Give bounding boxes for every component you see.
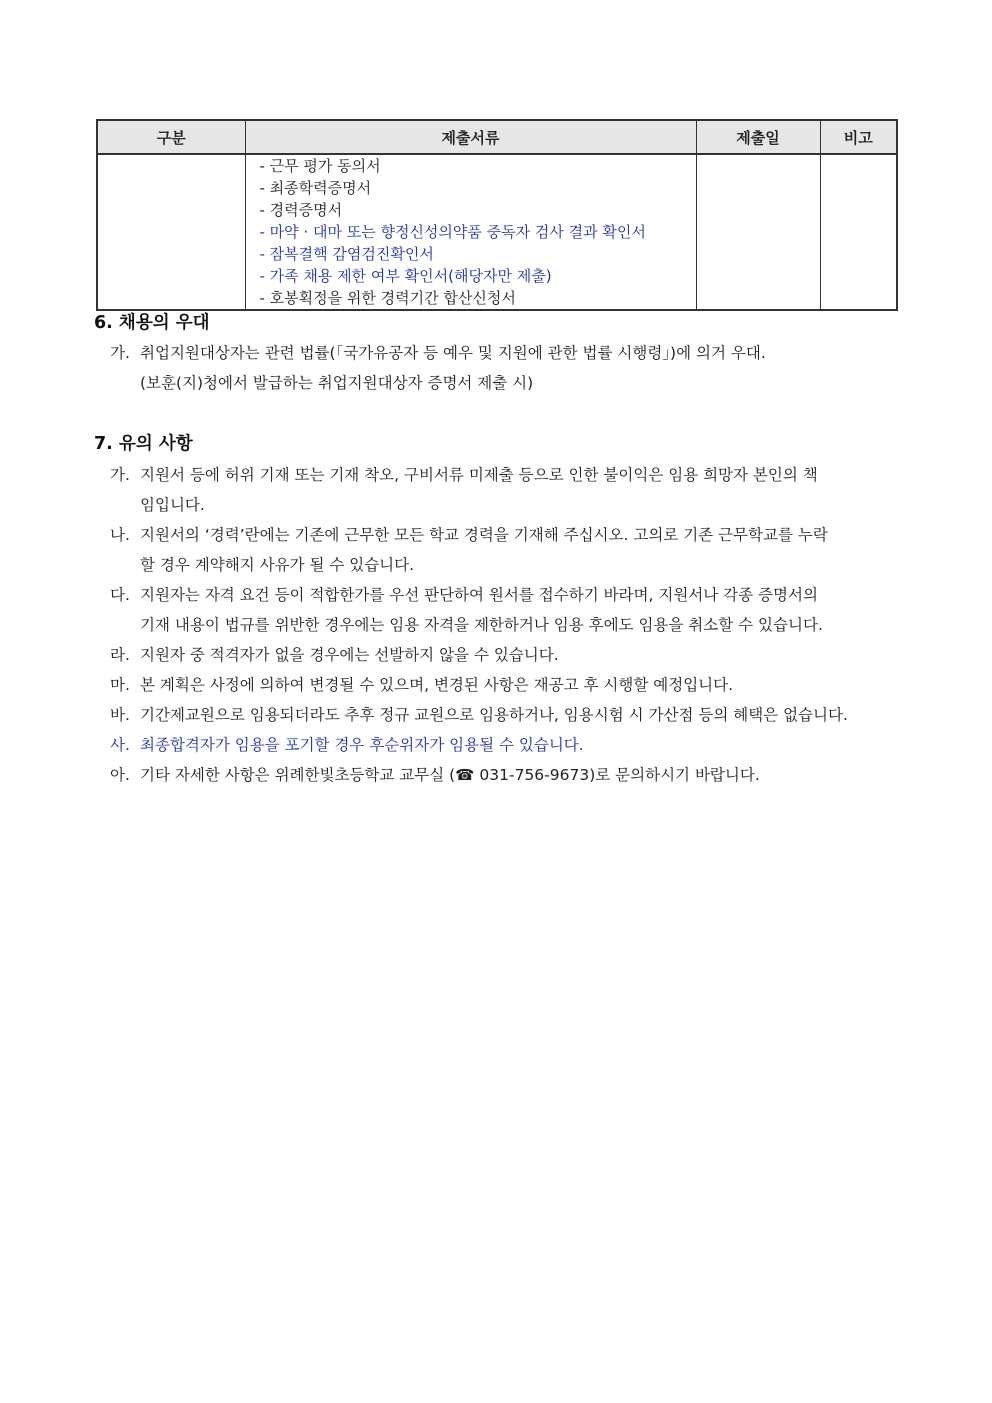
list-item bbox=[110, 460, 900, 490]
item-text-continued: 할 경우 계약해지 사유가 될 수 있습니다. bbox=[140, 556, 415, 574]
list-item bbox=[110, 730, 900, 760]
header-documents: 제출서류 bbox=[245, 120, 696, 154]
document-item-career-certificate: - 경력증명서 bbox=[259, 201, 343, 219]
section-7-title: 7. 유의 사항 bbox=[94, 434, 193, 454]
item-text: 최종합격자가 임용을 포기할 경우 후순위자가 임용될 수 있습니다. bbox=[140, 736, 584, 754]
item-text: 기간제교원으로 임용되더라도 추후 정규 교원으로 임용하거나, 임용시험 시 가산점 등의 혜택은 없습니다. bbox=[140, 706, 848, 724]
section-6-body bbox=[110, 338, 900, 398]
cell-note bbox=[820, 154, 897, 310]
table-header-row bbox=[97, 120, 897, 154]
document-item-final-education: - 최종학력증명서 bbox=[259, 179, 372, 197]
list-item bbox=[110, 520, 900, 550]
item-marker: 사. bbox=[110, 736, 130, 754]
list-item bbox=[110, 580, 900, 610]
header-note: 비고 bbox=[820, 120, 897, 154]
item-marker: 다. bbox=[110, 586, 130, 604]
item-marker: 나. bbox=[110, 526, 130, 544]
document-item-drug-test: - 마약 · 대마 또는 향정신성의약품 중독자 검사 결과 확인서 bbox=[259, 223, 646, 241]
table-row bbox=[97, 154, 897, 310]
item-text: 기타 자세한 사항은 위례한빛초등학교 교무실 (☎ 031-756-9673)로 문의하시기 바랍니다. bbox=[140, 766, 760, 784]
document-item-family-hiring-restriction: - 가족 채용 제한 여부 확인서(해당자만 제출) bbox=[259, 267, 552, 285]
item-text-continued: (보훈(지)청에서 발급하는 취업지원대상자 증명서 제출 시) bbox=[140, 374, 534, 392]
section-7-body bbox=[110, 460, 900, 790]
item-marker: 가. bbox=[110, 466, 130, 484]
list-item bbox=[110, 338, 900, 368]
documents-table bbox=[96, 119, 898, 311]
item-text: 지원서의 ‘경력’란에는 기존에 근무한 모든 학교 경력을 기재해 주십시오. 고의로 기존 근무학교를 누락 bbox=[140, 526, 828, 544]
item-marker: 가. bbox=[110, 344, 130, 362]
item-marker: 바. bbox=[110, 706, 130, 724]
cell-submit-date bbox=[696, 154, 820, 310]
section-6-title: 6. 채용의 우대 bbox=[94, 313, 210, 333]
document-item-work-evaluation-consent: - 근무 평가 동의서 bbox=[259, 157, 381, 175]
item-text: 지원자는 자격 요건 등이 적합한가를 우선 판단하여 원서를 접수하기 바라며, 지원서나 각종 증명서의 bbox=[140, 586, 818, 604]
list-item bbox=[110, 760, 900, 790]
document-item-latent-tb-test: - 잠복결핵 감염검진확인서 bbox=[259, 245, 434, 263]
list-item bbox=[110, 700, 900, 730]
header-submit-date: 제출일 bbox=[696, 120, 820, 154]
header-category: 구분 bbox=[97, 120, 245, 154]
item-text-continued: 기재 내용이 법규를 위반한 경우에는 임용 자격을 제한하거나 임용 후에도 임용을 취소할 수 있습니다. bbox=[140, 616, 823, 634]
document-list bbox=[246, 155, 696, 309]
item-text-continued: 임입니다. bbox=[140, 496, 205, 514]
item-marker: 마. bbox=[110, 676, 130, 694]
list-item bbox=[110, 640, 900, 670]
item-marker: 아. bbox=[110, 766, 130, 784]
cell-category bbox=[97, 154, 245, 310]
item-marker: 라. bbox=[110, 646, 130, 664]
item-text: 지원서 등에 허위 기재 또는 기재 착오, 구비서류 미제출 등으로 인한 불이익은 임용 희망자 본인의 책 bbox=[140, 466, 818, 484]
item-text: 취업지원대상자는 관련 법률(｢국가유공자 등 예우 및 지원에 관한 법률 시행령｣)에 의거 우대. bbox=[140, 344, 766, 362]
document-item-career-period-sum: - 호봉획정을 위한 경력기간 합산신청서 bbox=[259, 289, 516, 307]
cell-documents bbox=[245, 154, 696, 310]
item-text: 본 계획은 사정에 의하여 변경될 수 있으며, 변경된 사항은 재공고 후 시행할 예정입니다. bbox=[140, 676, 734, 694]
list-item bbox=[110, 670, 900, 700]
item-text: 지원자 중 적격자가 없을 경우에는 선발하지 않을 수 있습니다. bbox=[140, 646, 559, 664]
